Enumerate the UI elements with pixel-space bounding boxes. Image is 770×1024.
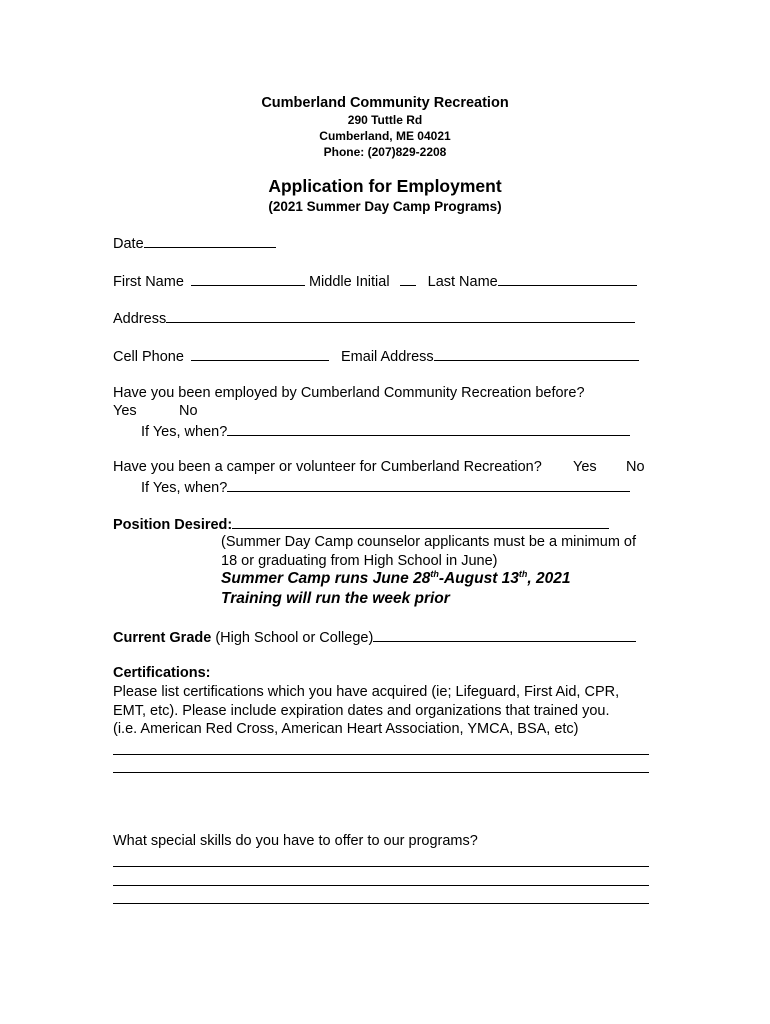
camp-dates-b: -August 13 (438, 570, 519, 587)
org-street: 290 Tuttle Rd (347, 113, 423, 127)
date-label: Date (113, 236, 144, 252)
form-subtitle: (2021 Summer Day Camp Programs) (268, 199, 502, 214)
employment-yes[interactable]: Yes (113, 403, 137, 419)
position-note-2: 18 or graduating from High School in June) (221, 553, 498, 569)
grade-label: Current Grade (113, 630, 212, 646)
email-field[interactable] (434, 346, 639, 361)
address-row (113, 308, 635, 328)
middle-initial-label: Middle Initial (308, 274, 390, 290)
grade-row (113, 627, 636, 647)
email-label: Email Address (341, 349, 434, 365)
camp-dates (221, 570, 571, 588)
camper-when-row (141, 477, 630, 497)
grade-field[interactable] (373, 627, 636, 642)
training-note: Training will run the week prior (221, 590, 450, 607)
org-phone: Phone: (207)829-2208 (323, 145, 447, 159)
skills-answer-line-1[interactable] (113, 866, 649, 867)
date-field[interactable] (144, 233, 276, 248)
certs-line-2: EMT, etc). Please include expiration dates and organizations that trained you. (113, 703, 610, 719)
name-row (113, 271, 637, 291)
skills-answer-line-3[interactable] (113, 903, 649, 904)
certs-answer-line-2[interactable] (113, 772, 649, 773)
camper-when-field[interactable] (227, 477, 630, 492)
org-name: Cumberland Community Recreation (261, 95, 509, 111)
form-title: Application for Employment (268, 176, 502, 196)
certs-label: Certifications: (113, 665, 211, 681)
certs-line-3: (i.e. American Red Cross, American Heart Association, YMCA, BSA, etc) (113, 721, 579, 737)
camper-question: Have you been a camper or volunteer for Cumberland Recreation? (113, 459, 542, 475)
employment-when-label: If Yes, when? (141, 424, 228, 440)
certs-answer-line-1[interactable] (113, 754, 649, 755)
middle-initial-field[interactable] (400, 271, 416, 286)
org-city: Cumberland, ME 04021 (319, 129, 451, 143)
skills-question: What special skills do you have to offer to our programs? (113, 833, 478, 849)
camp-dates-a: Summer Camp runs June 28 (221, 570, 431, 587)
certs-line-1: Please list certifications which you have acquired (ie; Lifeguard, First Aid, CPR, (113, 684, 620, 700)
last-name-field[interactable] (498, 271, 637, 286)
camp-dates-sup1: th (430, 568, 439, 579)
address-label: Address (113, 311, 167, 327)
address-field[interactable] (166, 308, 635, 323)
camper-yes[interactable]: Yes (573, 459, 597, 475)
last-name-label: Last Name (427, 274, 498, 290)
position-row (113, 514, 609, 534)
employment-question: Have you been employed by Cumberland Community Recreation before? (113, 385, 585, 401)
camper-when-label: If Yes, when? (141, 480, 228, 496)
first-name-label: First Name (113, 274, 184, 290)
employment-no[interactable]: No (179, 403, 198, 419)
camper-no[interactable]: No (626, 459, 645, 475)
contact-row (113, 346, 639, 366)
employment-when-field[interactable] (227, 421, 630, 436)
skills-answer-line-2[interactable] (113, 885, 649, 886)
camp-dates-c: , 2021 (527, 570, 571, 587)
position-field[interactable] (232, 514, 609, 529)
cell-phone-label: Cell Phone (113, 349, 184, 365)
position-note-1: (Summer Day Camp counselor applicants must be a minimum of (221, 534, 637, 550)
camp-dates-sup2: th (518, 568, 528, 579)
employment-when-row (141, 421, 630, 441)
grade-hint: (High School or College) (211, 630, 374, 646)
position-label: Position Desired: (113, 517, 233, 533)
date-row (113, 233, 276, 253)
first-name-field[interactable] (191, 271, 305, 286)
cell-phone-field[interactable] (191, 346, 329, 361)
